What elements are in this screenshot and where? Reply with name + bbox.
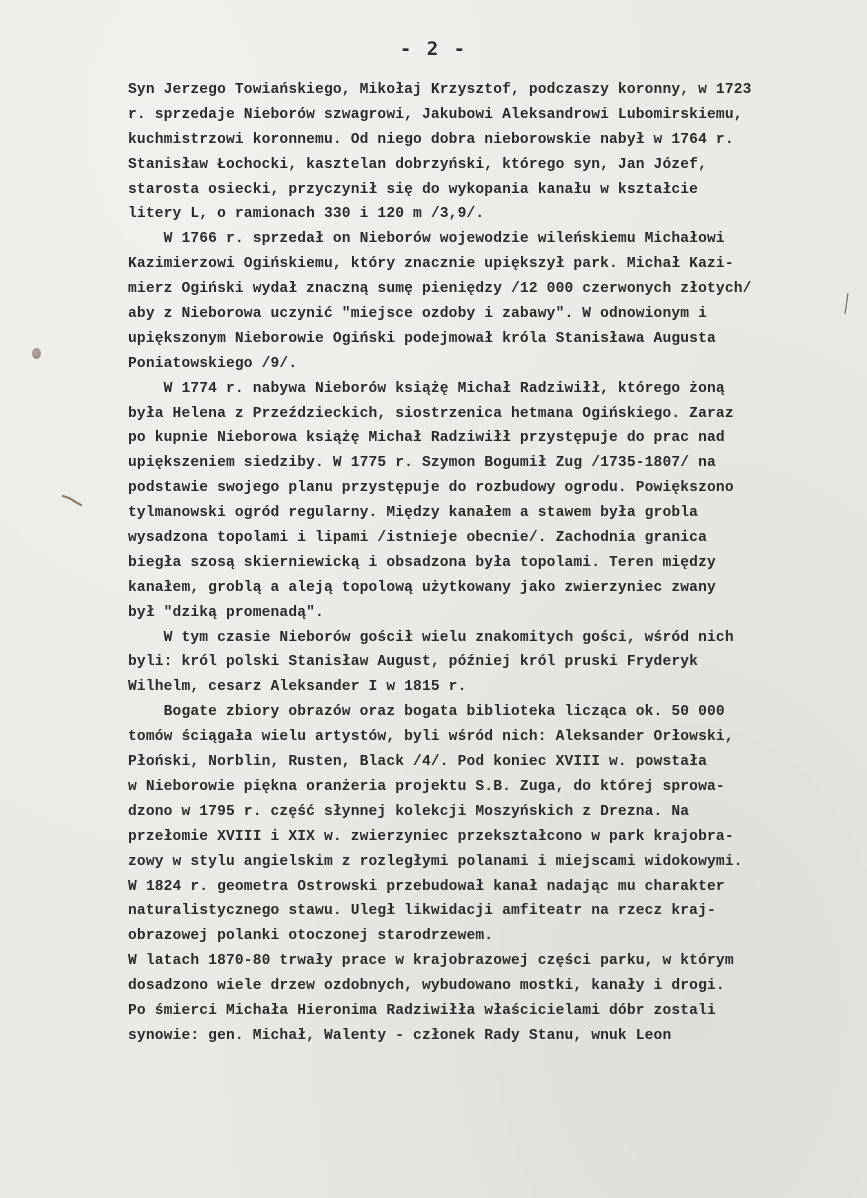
text-line: byli: król polski Stanisław August, później król pruski Fryderyk: [128, 654, 699, 671]
text-line: obrazowej polanki otoczonej starodrzewem.: [128, 928, 494, 945]
text-line: W 1824 r. geometra Ostrowski przebudował kanał nadając mu charakter: [128, 878, 725, 895]
text-line: Poniatowskiego /9/.: [128, 355, 298, 372]
text-line: kanałem, groblą a aleją topolową użytkowany jako zwierzyniec zwany: [128, 579, 716, 596]
text-line: mierz Ogiński wydał znaczną sumę pieniędzy /12 000 czerwonych złotych/: [128, 281, 752, 298]
text-line: W 1774 r. nabywa Nieborów książę Michał Radziwiłł, którego żoną: [128, 380, 725, 397]
punch-hole-mark: [32, 348, 41, 359]
text-line: upiększeniem siedziby. W 1775 r. Szymon Bogumił Zug /1735-1807/ na: [128, 455, 716, 472]
ink-smudge-mark: [62, 494, 82, 506]
text-line: kuchmistrzowi koronnemu. Od niego dobra nieborowskie nabył w 1764 r.: [128, 131, 734, 148]
text-line: tomów ściągała wielu artystów, byli wśród nich: Aleksander Orłowski,: [128, 729, 734, 746]
text-line: upiększonym Nieborowie Ogiński podejmował króla Stanisława Augusta: [128, 330, 716, 347]
text-line: aby z Nieborowa uczynić "miejsce ozdoby i zabawy". W odnowionym i: [128, 306, 707, 323]
text-line: dzono w 1795 r. część słynnej kolekcji Moszyńskich z Drezna. Na: [128, 803, 690, 820]
text-line: Stanisław Łochocki, kasztelan dobrzyński, którego syn, Jan Józef,: [128, 156, 707, 173]
text-line: po kupnie Nieborowa książę Michał Radziwiłł przystępuje do prac nad: [128, 430, 725, 447]
text-line: był "dziką promenadą".: [128, 604, 324, 621]
text-line: litery L, o ramionach 330 i 120 m /3,9/.: [128, 206, 485, 223]
text-line: Syn Jerzego Towiańskiego, Mikołaj Krzysztof, podczaszy koronny, w 1723: [128, 82, 752, 98]
text-line: Wilhelm, cesarz Aleksander I w 1815 r.: [128, 679, 467, 696]
text-line: była Helena z Przeździeckich, siostrzenica hetmana Ogińskiego. Zaraz: [128, 405, 734, 422]
text-line: podstawie swojego planu przystępuje do rozbudowy ogrodu. Powiększono: [128, 480, 734, 497]
text-line: biegła szosą skierniewicką i obsadzona była topolami. Teren między: [128, 554, 716, 571]
text-line: starosta osiecki, przyczynił się do wykopania kanału w kształcie: [128, 181, 699, 198]
text-line: Bogate zbiory obrazów oraz bogata biblioteka licząca ok. 50 000: [128, 704, 725, 721]
text-line: Kazimierzowi Ogińskiemu, który znacznie upiększył park. Michał Kazi-: [128, 256, 734, 273]
text-line: dosadzono wiele drzew ozdobnych, wybudowano mostki, kanały i drogi.: [128, 978, 725, 995]
text-line: wysadzona topolami i lipami /istnieje obecnie/. Zachodnia granica: [128, 530, 707, 547]
page-number: - 2 -: [399, 38, 468, 60]
typescript-body: [128, 78, 848, 1049]
text-line: W 1766 r. sprzedał on Nieborów wojewodzie wileńskiemu Michałowi: [128, 231, 725, 248]
text-line: przełomie XVIII i XIX w. zwierzyniec przekształcono w park krajobra-: [128, 828, 734, 845]
text-line: w Nieborowie piękna oranżeria projektu S.B. Zuga, do której sprowa-: [128, 778, 725, 795]
text-line: W tym czasie Nieborów gościł wielu znakomitych gości, wśród nich: [128, 629, 734, 646]
text-line: Płoński, Norblin, Rusten, Black /4/. Pod koniec XVIII w. powstała: [128, 754, 707, 771]
text-line: Po śmierci Michała Hieronima Radziwiłła właścicielami dóbr zostali: [128, 1002, 716, 1019]
text-line: zowy w stylu angielskim z rozległymi polanami i miejscami widokowymi.: [128, 853, 743, 870]
text-line: r. sprzedaje Nieborów szwagrowi, Jakubowi Aleksandrowi Lubomirskiemu,: [128, 106, 743, 123]
text-line: naturalistycznego stawu. Uległ likwidacji amfiteatr na rzecz kraj-: [128, 903, 716, 920]
text-line: synowie: gen. Michał, Walenty - członek Rady Stanu, wnuk Leon: [128, 1027, 672, 1044]
text-line: tylmanowski ogród regularny. Między kanałem a stawem była grobla: [128, 505, 699, 522]
text-line: W latach 1870-80 trwały prace w krajobrazowej części parku, w którym: [128, 953, 734, 970]
